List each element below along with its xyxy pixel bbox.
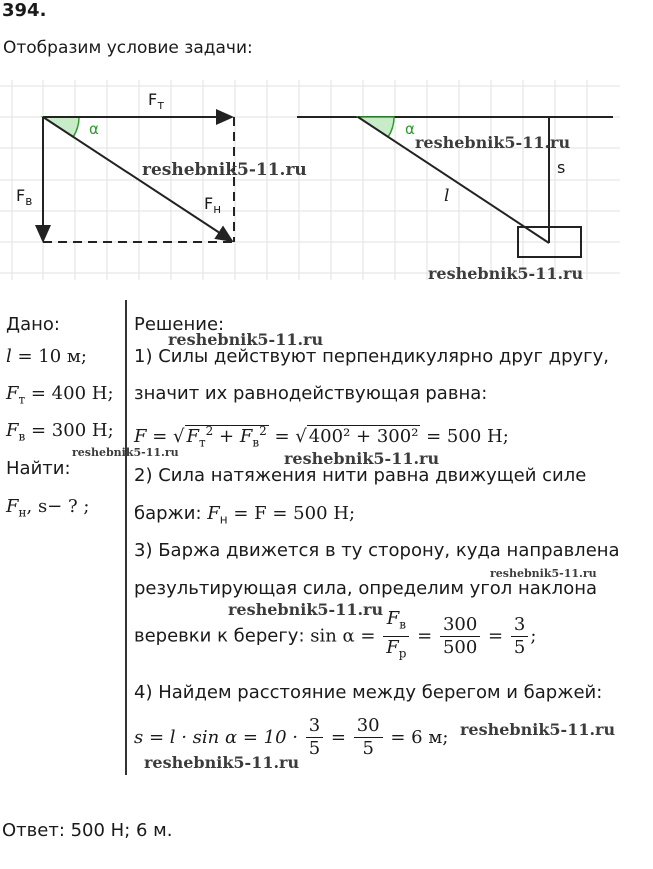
problem-number [2,0,46,21]
answer: Ответ: 500 Н; 6 м. [2,820,173,841]
problem-number-suffix: . [39,0,47,21]
label-alpha-right: α [405,120,415,138]
step2-line1: 2) Сила натяжения нити равна движущей силе [134,465,587,486]
watermark: reshebnik5-11.ru [415,133,571,152]
step3-frac-values: $\frac{300}{500}$ [440,614,480,659]
step3-line1: 3) Баржа движется в ту сторону, куда направлена [134,540,620,561]
watermark: reshebnik5-11.ru [490,567,597,580]
problem-number-value: 394 [2,0,40,21]
find-title: Найти: [6,458,71,479]
figure [0,72,653,292]
find-values: $F_н$, s− ? ; [6,496,90,520]
step4-formula: s = l · sin α = 10 · $\frac{3}{5}$ = $\frac{30}{5}$ = 6 м; [134,715,449,759]
given-l: l = 10 м; [6,346,87,367]
figure-grid [0,80,620,280]
step4-line1: 4) Найдем расстояние между берегом и баржей: [134,682,603,703]
step1-line1: 1) Силы действуют перпендикулярно друг другу, [134,346,609,367]
step4-frac1: $\frac{3}{5}$ [306,715,323,760]
label-ft: $F_т$ [148,90,165,113]
given-fv: $F_в = 300$ Н; [6,420,114,444]
label-s: s [557,158,566,177]
step3-frac-forces: $\frac{F_в}{F_р}$ [383,608,409,664]
watermark: reshebnik5-11.ru [168,330,324,349]
label-alpha-left: α [89,120,99,138]
given-title: Дано: [6,314,60,335]
watermark: reshebnik5-11.ru [142,160,307,180]
label-fv: $F_в$ [16,186,33,209]
step3-line3: веревки к берегу: sin α = $\frac{F_в}{F_р}$ = $\frac{300}{500}$ = $\frac{3}{5}$ ; [134,608,536,664]
watermark: reshebnik5-11.ru [284,449,440,468]
step4-frac2: $\frac{30}{5}$ [354,715,383,760]
label-l: l [444,186,450,206]
step3-frac-result: $\frac{3}{5}$ [511,614,528,659]
label-fn: $F_н$ [204,194,222,217]
step3-line2: результирующая сила, определим угол наклона [134,578,597,599]
step2-line2: баржи: $F_н = F = 500$ Н; [134,503,356,527]
step1-formula: F = √ $F_т^2 + F_в^2$ = √ 400² + 300² = 500 Н; [134,424,509,450]
watermark: reshebnik5-11.ru [144,753,300,772]
given-ft: $F_т = 400$ Н; [6,383,114,407]
watermark: reshebnik5-11.ru [460,720,616,739]
solution-title: Решение: [134,314,225,335]
watermark: reshebnik5-11.ru [428,264,584,283]
intro-text: Отобразим условие задачи: [3,38,253,58]
step1-line2: значит их равнодействующая равна: [134,383,488,404]
watermark: reshebnik5-11.ru [228,600,384,619]
column-divider [125,300,127,775]
watermark: reshebnik5-11.ru [72,446,179,459]
